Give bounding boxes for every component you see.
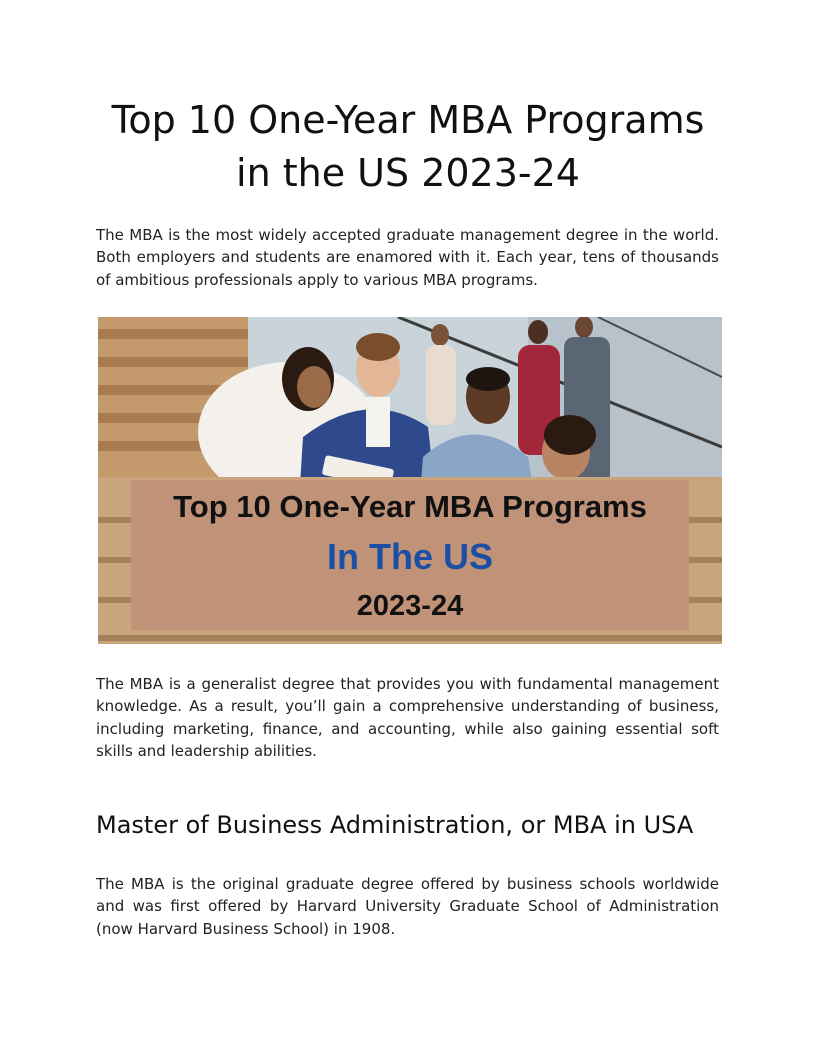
body-paragraph-2: The MBA is a generalist degree that provides you with fundamental management knowledge. As a result, you’ll gain a comprehensive understanding of business, including marketing, finance, and accounting, while also gaining essential soft skills and leadership abilities. bbox=[96, 675, 719, 760]
hero-banner-title: Top 10 One-Year MBA Programs bbox=[173, 489, 647, 524]
page-title-line-2: in the US 2023-24 bbox=[236, 151, 580, 195]
hero-banner-subtitle: In The US bbox=[326, 536, 493, 577]
hero-banner bbox=[131, 480, 689, 630]
hero-image bbox=[98, 317, 722, 644]
intro-paragraph: The MBA is the most widely accepted graduate management degree in the world. Both employers and students are enamored with it. Each year, tens of thousands of ambitious professionals apply to various MBA programs. bbox=[96, 226, 719, 289]
section-heading: Master of Business Administration, or MBA in USA bbox=[96, 811, 694, 839]
hero-banner-year: 2023-24 bbox=[356, 590, 464, 622]
body-paragraph-3: The MBA is the original graduate degree offered by business schools worldwide and was first offered by Harvard University Graduate School of Administration (now Harvard Business School) in 1908. bbox=[96, 875, 719, 938]
page-title bbox=[60, 94, 756, 200]
page-title-line-1: Top 10 One-Year MBA Programs bbox=[111, 98, 705, 142]
